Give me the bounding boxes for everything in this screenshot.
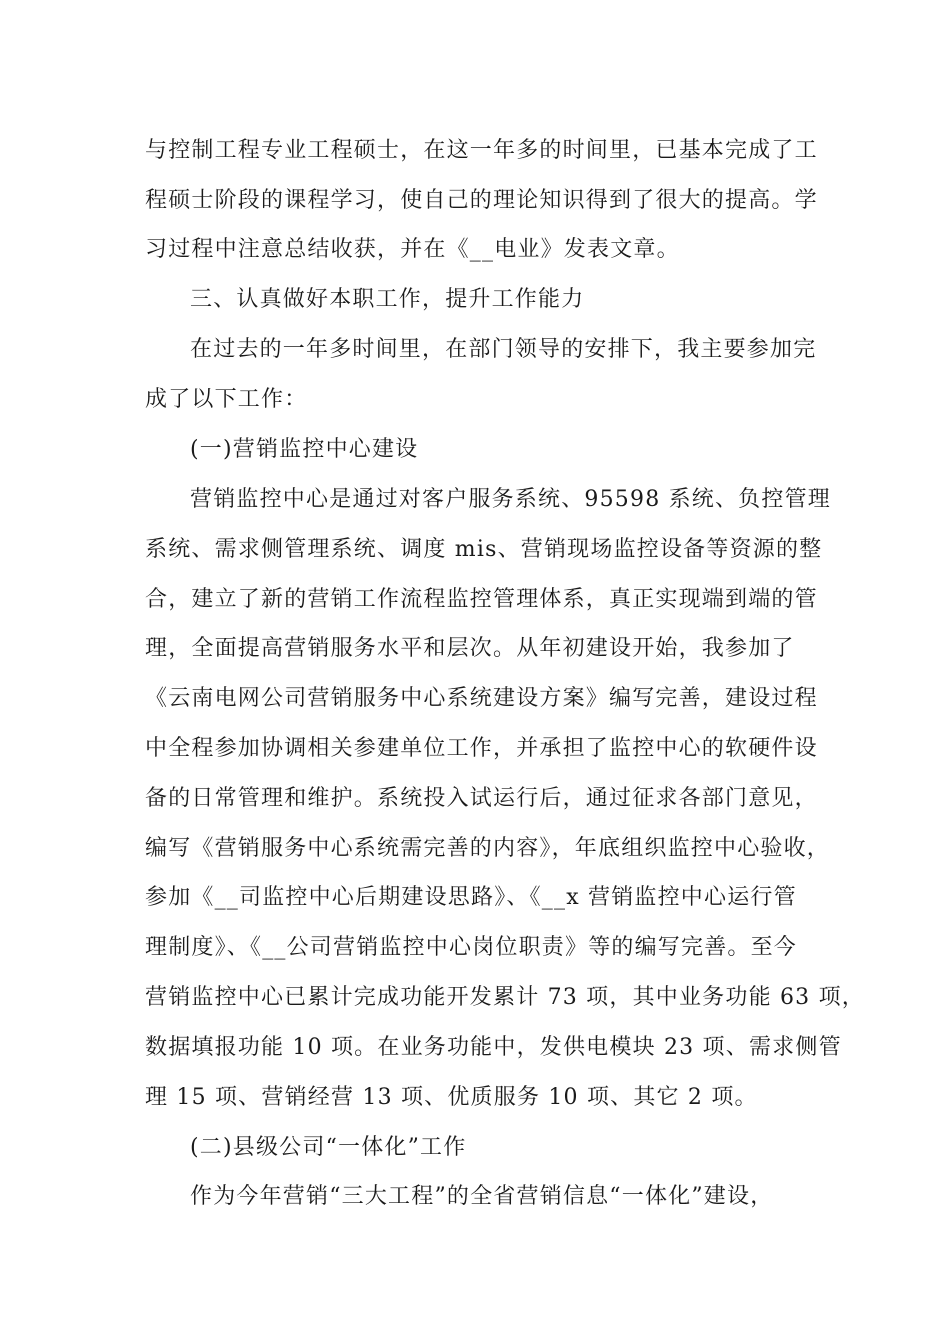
paragraph-line: 数据填报功能 10 项。在业务功能中，发供电模块 23 项、需求侧管: [145, 1035, 842, 1060]
paragraph-line: 营销监控中心已累计完成功能开发累计 73 项，其中业务功能 63 项，: [145, 985, 865, 1010]
paragraph-line: 系统、需求侧管理系统、调度 mis、营销现场监控设备等资源的整: [145, 537, 823, 562]
subsection-heading: (二)县级公司“一体化”工作: [190, 1135, 467, 1160]
paragraph-line: 备的日常管理和维护。系统投入试运行后，通过征求各部门意见，: [145, 786, 818, 811]
paragraph-line: 理制度》、《__公司营销监控中心岗位职责》等的编写完善。至今: [145, 935, 798, 960]
paragraph-line: 程硕士阶段的课程学习，使自己的理论知识得到了很大的提高。学: [145, 188, 818, 213]
section-heading: 三、认真做好本职工作，提升工作能力: [190, 287, 585, 312]
paragraph-line: 与控制工程专业工程硕士，在这一年多的时间里，已基本完成了工: [145, 138, 818, 163]
paragraph-line: 营销监控中心是通过对客户服务系统、95598 系统、负控管理: [190, 487, 831, 512]
paragraph-line: 参加《__司监控中心后期建设思路》、《__x 营销监控中心运行管: [145, 885, 797, 910]
paragraph-line: 作为今年营销“三大工程”的全省营销信息“一体化”建设，: [190, 1184, 774, 1209]
paragraph-line: 《云南电网公司营销服务中心系统建设方案》编写完善，建设过程: [145, 686, 818, 711]
paragraph-line: 中全程参加协调相关参建单位工作，并承担了监控中心的软硬件设: [145, 736, 818, 761]
paragraph-line: 理 15 项、营销经营 13 项、优质服务 10 项、其它 2 项。: [145, 1085, 758, 1110]
paragraph-line: 理，全面提高营销服务水平和层次。从年初建设开始，我参加了: [145, 636, 795, 661]
paragraph-line: 合，建立了新的营销工作流程监控管理体系，真正实现端到端的管: [145, 587, 818, 612]
paragraph-line: 习过程中注意总结收获，并在《__电业》发表文章。: [145, 237, 680, 262]
paragraph-line: 编写《营销服务中心系统需完善的内容》，年底组织监控中心验收，: [145, 836, 831, 861]
paragraph-line: 成了以下工作：: [145, 387, 308, 412]
paragraph-line: 在过去的一年多时间里，在部门领导的安排下，我主要参加完: [190, 337, 817, 362]
subsection-heading: (一)营销监控中心建设: [190, 437, 419, 462]
